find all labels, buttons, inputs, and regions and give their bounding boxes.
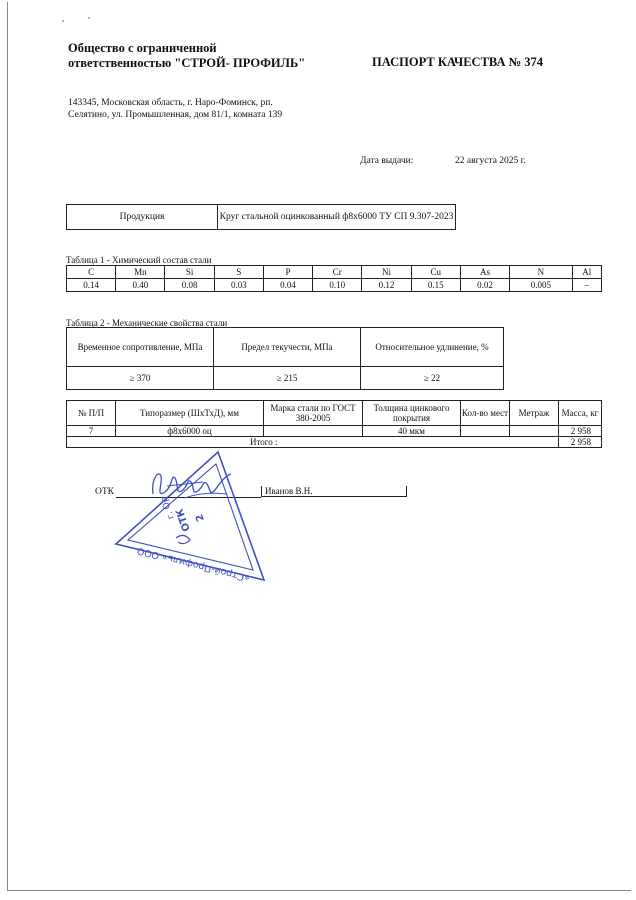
- chem-value-cell: 0.40: [116, 279, 165, 292]
- goods-header-cell: Кол-во мест: [461, 401, 510, 426]
- chem-header-cell: As: [460, 266, 509, 279]
- mech-value-cell: ≥ 22: [361, 367, 504, 390]
- scan-artifact: [62, 20, 64, 22]
- goods-cell: 7: [67, 426, 116, 437]
- chem-header-cell: Al: [572, 266, 601, 279]
- chem-header-row: [67, 266, 602, 279]
- address-line2: Селятино, ул. Промышленная, дом 81/1, комната 139: [68, 110, 283, 120]
- chem-header-cell: S: [214, 266, 263, 279]
- stamp-ring-text: «Строй-Профиль» ООО: [136, 544, 251, 584]
- company-name-line1: Общество с ограниченной: [68, 41, 217, 55]
- goods-header-row: [67, 401, 602, 426]
- product-table: [66, 204, 456, 230]
- mech-value-row: [67, 367, 504, 390]
- chem-value-cell: 0.04: [263, 279, 312, 292]
- product-value: Круг стальной оцинкованный ф8х6000 ТУ СП 9.307-2023: [218, 205, 456, 230]
- goods-total-blank: [510, 437, 559, 448]
- mech-value-cell: ≥ 215: [214, 367, 361, 390]
- goods-header-cell: № П/П: [67, 401, 116, 426]
- address-line1: 143345, Московская область, г. Наро-Фоминск, рп.: [68, 98, 273, 108]
- chem-header-cell: Ni: [362, 266, 411, 279]
- passport-title: ПАСПОРТ КАЧЕСТВА № 374: [372, 55, 544, 69]
- goods-total-blank: [461, 437, 510, 448]
- mech-header-cell: Предел текучести, МПа: [214, 328, 361, 367]
- issue-date-label: Дата выдачи:: [360, 156, 414, 166]
- company-address: [68, 97, 282, 121]
- chem-value-cell: 0.005: [510, 279, 572, 292]
- chem-table: [66, 265, 602, 292]
- goods-header-cell: Толщина цинкового покрытия: [363, 401, 461, 426]
- chem-value-cell: 0.02: [460, 279, 509, 292]
- goods-header-cell: Типоразмер (ШхТхД), мм: [116, 401, 264, 426]
- chem-header-cell: Cu: [411, 266, 460, 279]
- svg-text:«Строй-Профиль» ООО: [136, 545, 251, 584]
- goods-cell: [461, 426, 510, 437]
- goods-total-label: [67, 437, 461, 448]
- stamp-city-text: г. Ор: [159, 495, 177, 521]
- chem-value-cell: 0.10: [313, 279, 362, 292]
- goods-header-cell: Марка стали по ГОСТ 380-2005: [264, 401, 363, 426]
- chem-header-cell: Si: [165, 266, 214, 279]
- chem-value-cell: 0.14: [67, 279, 116, 292]
- goods-total-value: 2 958: [559, 437, 602, 448]
- chem-header-cell: Mn: [116, 266, 165, 279]
- goods-header-cell: Метраж: [510, 401, 559, 426]
- chem-value-cell: 0.08: [165, 279, 214, 292]
- chem-value-row: [67, 279, 602, 292]
- stamp-otk-text: ОТК: [174, 506, 193, 533]
- mech-table: [66, 327, 504, 390]
- chem-header-cell: N: [510, 266, 572, 279]
- company-name: [68, 41, 305, 71]
- chem-value-cell: –: [572, 279, 601, 292]
- mech-value-cell: ≥ 370: [67, 367, 214, 390]
- chem-table-caption: Таблица 1 - Химический состав стали: [66, 255, 212, 265]
- otk-label: ОТК: [95, 487, 114, 497]
- chem-value-cell: 0.03: [214, 279, 263, 292]
- chem-header-cell: P: [263, 266, 312, 279]
- chem-value-cell: 0.15: [411, 279, 460, 292]
- table-row: [67, 426, 602, 437]
- stamp-number-text: 2: [194, 512, 207, 523]
- scan-artifact: [88, 17, 90, 19]
- mech-header-row: [67, 328, 504, 367]
- mech-header-cell: Относительное удлинение, %: [361, 328, 504, 367]
- mech-table-caption: Таблица 2 - Механические свойства стали: [66, 318, 228, 328]
- chem-header-cell: Cr: [313, 266, 362, 279]
- goods-header-cell: Масса, кг: [559, 401, 602, 426]
- product-label: Продукция: [67, 205, 218, 230]
- goods-cell: ф8х6000 оц: [116, 426, 264, 437]
- goods-cell: [264, 426, 363, 437]
- signer-name: Иванов В.Н.: [261, 486, 407, 497]
- goods-cell: 2 958: [559, 426, 602, 437]
- chem-header-cell: C: [67, 266, 116, 279]
- goods-table: [66, 400, 602, 448]
- issue-date-value: 22 августа 2025 г.: [455, 156, 526, 166]
- goods-total-row: [67, 437, 602, 448]
- mech-header-cell: Временное сопротивление, МПа: [67, 328, 214, 367]
- handwritten-signature: [145, 468, 235, 504]
- company-name-line2: ответственностью "СТРОЙ- ПРОФИЛЬ": [68, 56, 306, 70]
- total-label-text: Итого :: [249, 437, 278, 447]
- goods-cell: [510, 426, 559, 437]
- chem-value-cell: 0.12: [362, 279, 411, 292]
- goods-cell: 40 мкм: [363, 426, 461, 437]
